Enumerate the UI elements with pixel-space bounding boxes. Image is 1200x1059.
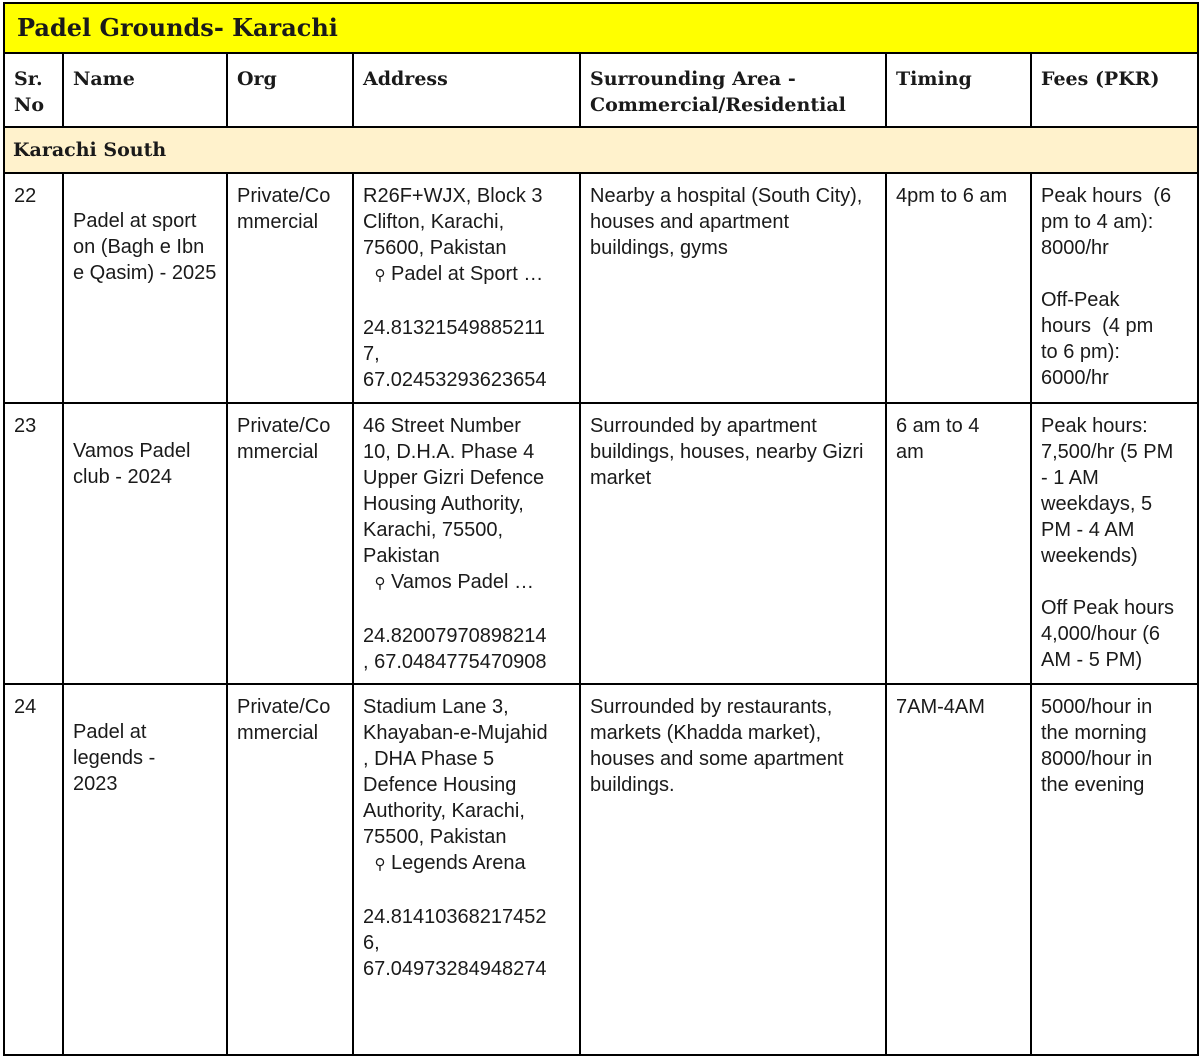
name-cell: Padel at legends - 2023	[63, 684, 227, 1055]
timing-cell: 6 am to 4 am	[886, 403, 1031, 684]
header-surrounding: Surrounding Area - Commercial/Residential	[580, 53, 886, 127]
header-address: Address	[353, 53, 580, 127]
address-text: R26F+WJX, Block 3 Clifton, Karachi, 75600, Pakistan	[363, 185, 543, 259]
sr-no-cell: 22	[4, 173, 63, 403]
place-chip[interactable]	[363, 261, 571, 289]
address-cell	[353, 684, 580, 1055]
address-text: 46 Street Number 10, D.H.A. Phase 4 Upper Gizri Defence Housing Authority, Karachi, 75500, Pakistan	[363, 415, 545, 567]
fees-text: 5000/hour in the morning 8000/hour in the evening	[1041, 696, 1153, 796]
header-fees: Fees (PKR)	[1031, 53, 1198, 127]
surrounding-cell: Surrounded by apartment buildings, houses, nearby Gizri market	[580, 403, 886, 684]
name-cell: Vamos Padel club - 2024	[63, 403, 227, 684]
map-pin-icon: ⚲	[374, 267, 386, 284]
place-chip-label: Padel at Sport …	[391, 263, 544, 285]
coordinates-text: 24.82007970898214 , 67.0484775470908	[363, 625, 547, 673]
table-title: Padel Grounds- Karachi	[4, 3, 1198, 53]
fees-cell	[1031, 173, 1198, 403]
surrounding-cell: Nearby a hospital (South City), houses and apartment buildings, gyms	[580, 173, 886, 403]
fees-peak: Peak hours: 7,500/hr (5 PM - 1 AM weekdays, 5 PM - 4 AM weekends)	[1041, 415, 1174, 567]
org-cell: Private/Co mmercial	[227, 403, 353, 684]
fees-cell	[1031, 403, 1198, 684]
header-name: Name	[63, 53, 227, 127]
region-label: Karachi South	[4, 127, 1198, 173]
address-text: Stadium Lane 3, Khayaban-e-Mujahid , DHA Phase 5 Defence Housing Authority, Karachi, 75500, Pakistan	[363, 696, 548, 848]
map-pin-icon: ⚲	[374, 575, 386, 592]
header-row	[4, 53, 1198, 127]
coordinates-text: 24.81410368217452 6, 67.04973284948274	[363, 906, 547, 980]
surrounding-cell: Surrounded by restaurants, markets (Khadda market), houses and some apartment buildings.	[580, 684, 886, 1055]
address-cell	[353, 173, 580, 403]
coordinates-text: 24.81321549885211 7, 67.02453293623654	[363, 317, 547, 391]
header-timing: Timing	[886, 53, 1031, 127]
address-cell	[353, 403, 580, 684]
timing-cell: 7AM-4AM	[886, 684, 1031, 1055]
place-chip[interactable]	[363, 569, 571, 597]
table-row	[4, 173, 1198, 403]
place-chip-label: Vamos Padel …	[391, 571, 535, 593]
place-chip[interactable]	[363, 850, 571, 878]
table-row	[4, 684, 1198, 1055]
fees-peak: Peak hours (6 pm to 4 am): 8000/hr	[1041, 185, 1172, 259]
timing-cell: 4pm to 6 am	[886, 173, 1031, 403]
sr-no-cell: 24	[4, 684, 63, 1055]
org-cell: Private/Co mmercial	[227, 684, 353, 1055]
fees-cell	[1031, 684, 1198, 1055]
header-sr-no: Sr. No	[4, 53, 63, 127]
org-cell: Private/Co mmercial	[227, 173, 353, 403]
name-cell: Padel at sport on (Bagh e Ibn e Qasim) - 2025	[63, 173, 227, 403]
map-pin-icon: ⚲	[374, 856, 386, 873]
sr-no-cell: 23	[4, 403, 63, 684]
fees-off-peak: Off-Peak hours (4 pm to 6 pm): 6000/hr	[1041, 289, 1154, 389]
padel-grounds-table	[3, 2, 1199, 1056]
place-chip-label: Legends Arena	[391, 852, 526, 874]
fees-off-peak: Off Peak hours 4,000/hour (6 AM - 5 PM)	[1041, 597, 1175, 671]
table-row	[4, 403, 1198, 684]
header-org: Org	[227, 53, 353, 127]
